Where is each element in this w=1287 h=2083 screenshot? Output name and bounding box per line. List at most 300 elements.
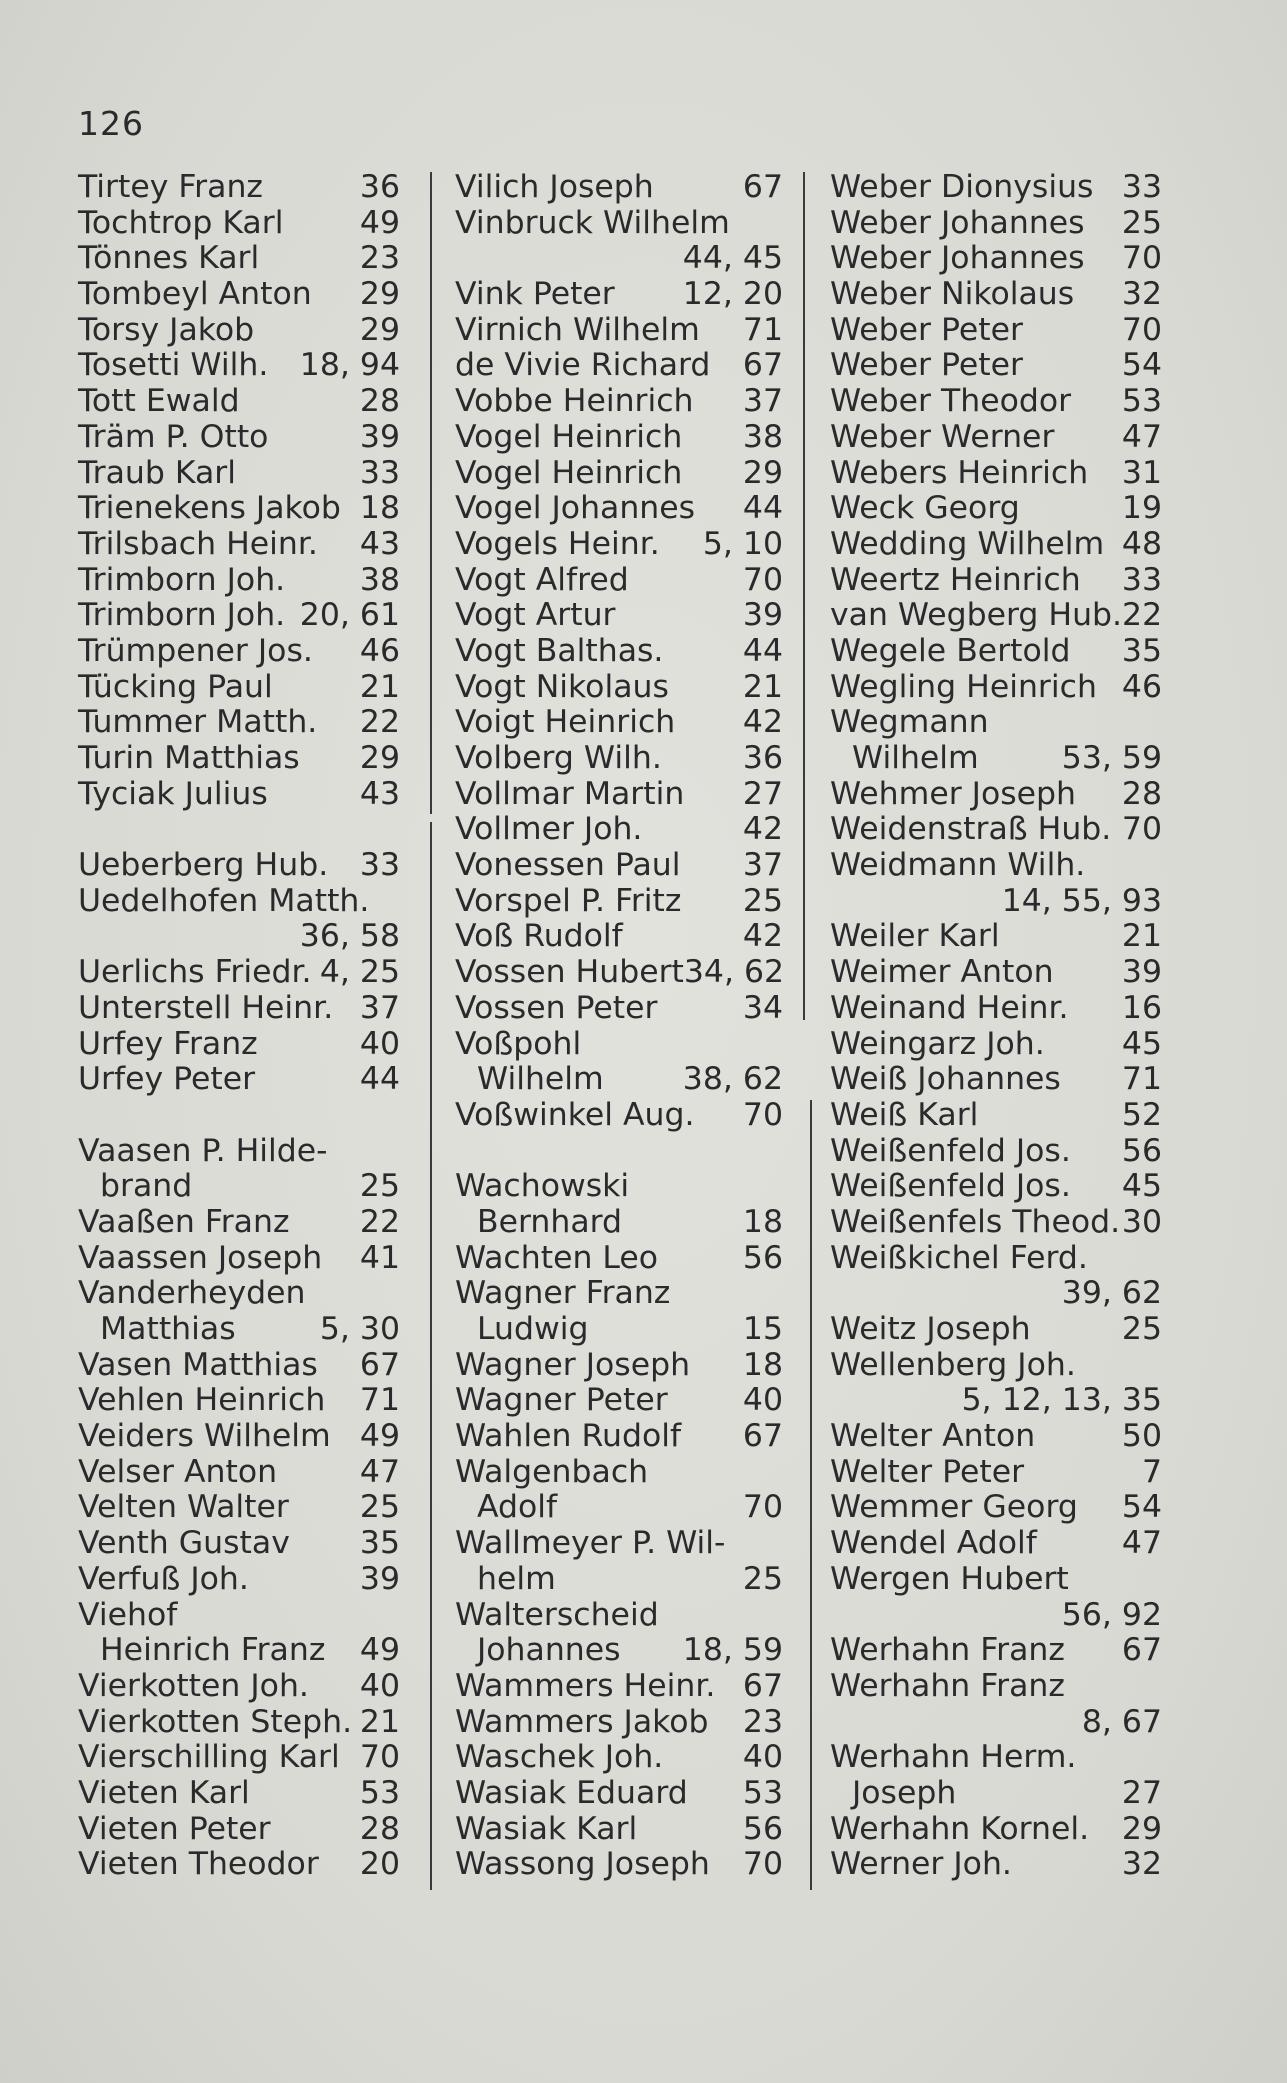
entry-pages: 44	[742, 490, 783, 527]
entry-name: Weinand Heinr.	[830, 989, 1069, 1026]
entry-name: Torsy Jakob	[78, 311, 255, 348]
index-entry	[830, 919, 1162, 955]
entry-name: van Wegberg Hub.	[830, 597, 1123, 634]
entry-name: brand	[100, 1168, 193, 1205]
index-entry	[78, 848, 400, 884]
entry-name: Viehof	[78, 1596, 178, 1633]
index-entry	[830, 1098, 1162, 1134]
entry-pages: 21	[1121, 918, 1162, 955]
entry-pages: 45	[1121, 1025, 1162, 1062]
index-entry	[78, 206, 400, 242]
entry-name: Johannes	[477, 1632, 621, 1669]
entry-name: Matthias	[100, 1311, 236, 1347]
entry-name: Vobbe Heinrich	[455, 383, 694, 420]
entry-name: Velten Walter	[78, 1489, 289, 1526]
index-entry	[830, 1419, 1162, 1455]
index-entry	[830, 777, 1162, 813]
entry-pages: 28	[1121, 775, 1162, 812]
entry-pages: 46	[1121, 668, 1162, 705]
index-entry	[78, 1312, 400, 1348]
entry-name: Vonessen Paul	[455, 847, 681, 884]
index-column-2	[455, 170, 783, 1883]
entry-name: Vaaßen Franz	[78, 1203, 290, 1240]
entry-name: Joseph	[852, 1774, 957, 1811]
entry-pages: 22	[359, 1203, 400, 1240]
entry-pages: 29	[359, 311, 400, 348]
index-entry	[455, 741, 783, 777]
entry-name: Weertz Heinrich	[830, 561, 1081, 598]
entry-pages: 67	[742, 169, 783, 205]
index-entry	[78, 1705, 400, 1741]
entry-name: Voßpohl	[455, 1025, 582, 1062]
index-entry	[830, 1027, 1162, 1063]
entry-pages: 53	[359, 1774, 400, 1811]
index-entry	[830, 1062, 1162, 1098]
entry-pages: 22	[1122, 597, 1163, 634]
entry-name: Wagner Peter	[455, 1382, 668, 1419]
index-entry	[78, 670, 400, 706]
index-entry	[455, 812, 783, 848]
index-entry	[455, 1348, 783, 1384]
index-entry	[455, 1169, 783, 1205]
entry-pages: 45	[1121, 1168, 1162, 1205]
entry-pages: 43	[359, 775, 400, 812]
index-entry	[830, 348, 1162, 384]
index-entry	[455, 1419, 783, 1455]
entry-pages: 70	[359, 1739, 400, 1776]
page-number: 126	[78, 104, 144, 143]
entry-pages: 33	[1121, 561, 1162, 598]
entry-name: Ludwig	[477, 1311, 589, 1347]
entry-pages: 5, 10	[702, 525, 783, 562]
entry-pages: 19	[1121, 490, 1162, 527]
index-entry	[830, 1669, 1162, 1705]
entry-name: Wegele Bertold	[830, 632, 1071, 669]
entry-name: Traub Karl	[78, 454, 236, 491]
index-entry	[455, 1740, 783, 1776]
index-entry	[78, 1812, 400, 1848]
entry-name: Wahlen Rudolf	[455, 1418, 682, 1455]
index-entry	[830, 170, 1162, 206]
index-entry	[830, 1169, 1162, 1205]
index-entry	[78, 991, 400, 1027]
index-entry	[78, 634, 400, 670]
entry-name: Tyciak Julius	[78, 775, 268, 812]
entry-pages: 49	[359, 1632, 400, 1669]
index-entry	[78, 1490, 400, 1526]
entry-name: Urfey Franz	[78, 1025, 258, 1062]
entry-pages: 67	[359, 1346, 400, 1383]
column-divider-2-lower	[810, 1100, 812, 1890]
entry-name: Ueberberg Hub.	[78, 847, 329, 884]
entry-name: Wellenberg Joh.	[830, 1346, 1076, 1383]
entry-pages: 43	[359, 525, 400, 562]
entry-name: Trimborn Joh.	[78, 597, 286, 634]
entry-name: Verfuß Joh.	[78, 1560, 249, 1597]
entry-pages: 56	[742, 1810, 783, 1847]
index-entry	[78, 1419, 400, 1455]
entry-pages: 25	[1121, 204, 1162, 241]
entry-name: Vieten Karl	[78, 1774, 250, 1811]
entry-pages: 14, 55, 93	[1001, 882, 1162, 919]
entry-name: Veiders Wilhelm	[78, 1418, 331, 1455]
index-entry	[830, 456, 1162, 492]
entry-name: Wachten Leo	[455, 1239, 659, 1276]
index-entry	[455, 884, 783, 920]
entry-pages: 4, 25	[319, 954, 400, 991]
index-entry	[455, 705, 783, 741]
index-entry	[455, 1027, 783, 1063]
entry-name: Wilhelm	[477, 1061, 604, 1098]
column-divider-1	[430, 172, 432, 814]
index-entry	[830, 491, 1162, 527]
entry-name: Walterscheid	[455, 1596, 659, 1633]
entry-name: Tücking Paul	[78, 668, 273, 705]
entry-name: Weber Johannes	[830, 240, 1085, 277]
index-entry	[455, 563, 783, 599]
index-entry	[830, 1847, 1162, 1883]
entry-name: Vossen Hubert	[455, 954, 684, 991]
entry-pages: 67	[742, 347, 783, 384]
index-entry	[830, 1312, 1162, 1348]
entry-pages: 71	[359, 1382, 400, 1419]
index-entry	[830, 1705, 1162, 1741]
entry-pages: 40	[359, 1667, 400, 1704]
index-entry	[78, 170, 400, 206]
section-gap	[78, 812, 400, 848]
index-entry	[78, 1383, 400, 1419]
index-entry	[830, 384, 1162, 420]
entry-name: Weck Georg	[830, 490, 1020, 527]
entry-pages: 70	[742, 1489, 783, 1526]
index-entry	[830, 1383, 1162, 1419]
entry-name: Vorspel P. Fritz	[455, 882, 682, 919]
entry-name: Virnich Wilhelm	[455, 311, 700, 348]
index-entry	[830, 848, 1162, 884]
index-entry	[455, 1562, 783, 1598]
index-entry	[455, 955, 783, 991]
index-entry	[455, 1062, 783, 1098]
entry-pages: 47	[1121, 1525, 1162, 1562]
entry-name: Wasiak Eduard	[455, 1774, 688, 1811]
entry-name: Weber Dionysius	[830, 169, 1094, 205]
index-entry	[78, 777, 400, 813]
entry-name: Wemmer Georg	[830, 1489, 1078, 1526]
index-entry	[455, 170, 783, 206]
entry-name: Weingarz Joh.	[830, 1025, 1045, 1062]
entry-pages: 52	[1121, 1096, 1162, 1133]
entry-pages: 48	[1121, 525, 1162, 562]
entry-name: Trilsbach Heinr.	[78, 525, 318, 562]
index-entry	[78, 884, 400, 920]
entry-pages: 25	[1121, 1311, 1162, 1347]
entry-pages: 54	[1121, 347, 1162, 384]
index-entry	[455, 348, 783, 384]
index-entry	[830, 598, 1162, 634]
index-entry	[455, 1276, 783, 1312]
index-entry	[830, 741, 1162, 777]
entry-pages: 39, 62	[1061, 1275, 1162, 1312]
entry-name: Weidenstraß Hub.	[830, 811, 1112, 848]
entry-name: Weißenfels Theod.	[830, 1203, 1121, 1240]
entry-name: Vierschilling Karl	[78, 1739, 340, 1776]
index-entry	[78, 1348, 400, 1384]
entry-pages: 23	[742, 1703, 783, 1740]
index-entry	[455, 241, 783, 277]
entry-name: Voß Rudolf	[455, 918, 623, 955]
entry-pages: 50	[1121, 1418, 1162, 1455]
index-entry	[455, 1705, 783, 1741]
index-entry	[830, 634, 1162, 670]
index-entry	[455, 1312, 783, 1348]
index-entry	[78, 491, 400, 527]
index-entry	[78, 919, 400, 955]
entry-name: Träm P. Otto	[78, 418, 269, 455]
entry-name: Wammers Heinr.	[455, 1667, 716, 1704]
index-entry	[455, 991, 783, 1027]
entry-pages: 18	[742, 1346, 783, 1383]
index-entry	[455, 206, 783, 242]
entry-pages: 7	[1141, 1453, 1162, 1490]
index-entry	[455, 277, 783, 313]
entry-name: Weißkichel Ferd.	[830, 1239, 1088, 1276]
entry-name: Weber Peter	[830, 311, 1023, 348]
index-entry	[455, 1812, 783, 1848]
entry-pages: 8, 67	[1081, 1703, 1162, 1740]
index-entry	[78, 1205, 400, 1241]
entry-name: Voßwinkel Aug.	[455, 1096, 695, 1133]
entry-pages: 56	[742, 1239, 783, 1276]
entry-pages: 30	[1121, 1203, 1162, 1240]
index-entry	[78, 1740, 400, 1776]
entry-name: Vanderheyden	[78, 1275, 306, 1312]
entry-pages: 28	[359, 1810, 400, 1847]
index-entry	[455, 1598, 783, 1634]
entry-name: Weidmann Wilh.	[830, 847, 1086, 884]
index-entry	[455, 919, 783, 955]
entry-pages: 18	[359, 490, 400, 527]
entry-pages: 53, 59	[1061, 740, 1162, 776]
entry-name: Wergen Hubert	[830, 1560, 1069, 1597]
entry-name: Wegling Heinrich	[830, 668, 1097, 705]
entry-pages: 28	[359, 383, 400, 420]
column-divider-2	[803, 172, 805, 1020]
index-entry	[830, 1633, 1162, 1669]
index-entry	[830, 206, 1162, 242]
entry-name: Tummer Matth.	[78, 704, 318, 741]
entry-name: Wendel Adolf	[830, 1525, 1037, 1562]
entry-pages: 49	[359, 1418, 400, 1455]
index-entry	[78, 1526, 400, 1562]
entry-name: Venth Gustav	[78, 1525, 290, 1562]
index-entry	[78, 420, 400, 456]
index-entry	[830, 1241, 1162, 1277]
entry-name: Velser Anton	[78, 1453, 278, 1490]
index-entry	[78, 1562, 400, 1598]
entry-name: Uedelhofen Matth.	[78, 882, 370, 919]
index-entry	[78, 348, 400, 384]
index-entry	[830, 1562, 1162, 1598]
entry-pages: 42	[742, 704, 783, 741]
entry-name: Weiler Karl	[830, 918, 1000, 955]
entry-pages: 44, 45	[682, 240, 783, 277]
entry-pages: 71	[742, 311, 783, 348]
entry-pages: 23	[359, 240, 400, 277]
entry-name: Unterstell Heinr.	[78, 989, 334, 1026]
entry-name: Welter Peter	[830, 1453, 1025, 1490]
entry-pages: 67	[1121, 1632, 1162, 1669]
entry-pages: 42	[742, 811, 783, 848]
index-entry	[455, 1455, 783, 1491]
index-entry	[830, 420, 1162, 456]
entry-name: Weißenfeld Jos.	[830, 1168, 1071, 1205]
index-entry	[78, 1276, 400, 1312]
entry-name: Werner Joh.	[830, 1846, 1012, 1883]
entry-pages: 33	[359, 454, 400, 491]
entry-name: Tosetti Wilh.	[78, 347, 269, 384]
entry-pages: 35	[359, 1525, 400, 1562]
index-entry	[830, 527, 1162, 563]
entry-pages: 39	[359, 418, 400, 455]
entry-name: Welter Anton	[830, 1418, 1036, 1455]
entry-pages: 18, 94	[299, 347, 400, 384]
index-entry	[78, 598, 400, 634]
index-entry	[455, 491, 783, 527]
entry-name: Webers Heinrich	[830, 454, 1089, 491]
index-entry	[455, 1205, 783, 1241]
entry-pages: 70	[1121, 311, 1162, 348]
entry-pages: 37	[742, 847, 783, 884]
entry-name: Vogel Johannes	[455, 490, 696, 527]
index-entry	[455, 1490, 783, 1526]
entry-name: Vilich Joseph	[455, 169, 654, 205]
index-entry	[830, 1598, 1162, 1634]
entry-name: Tirtey Franz	[78, 169, 263, 205]
index-entry	[455, 1098, 783, 1134]
index-entry	[830, 705, 1162, 741]
entry-name: Wassong Joseph	[455, 1846, 710, 1883]
index-entry	[455, 527, 783, 563]
entry-pages: 67	[742, 1667, 783, 1704]
entry-name: Vogt Balthas.	[455, 632, 664, 669]
index-entry	[78, 241, 400, 277]
entry-pages: 15	[742, 1311, 783, 1347]
entry-pages: 70	[1121, 811, 1162, 848]
index-entry	[455, 1776, 783, 1812]
index-entry	[830, 277, 1162, 313]
entry-name: Vogt Nikolaus	[455, 668, 669, 705]
entry-name: Wasiak Karl	[455, 1810, 638, 1847]
entry-pages: 42	[742, 918, 783, 955]
entry-pages: 21	[359, 1703, 400, 1740]
entry-name: Wegmann	[830, 704, 989, 741]
index-entry	[830, 1455, 1162, 1491]
index-entry	[78, 563, 400, 599]
index-entry	[830, 670, 1162, 706]
entry-name: Vollmar Martin	[455, 775, 685, 812]
index-entry	[78, 1633, 400, 1669]
entry-name: Wagner Joseph	[455, 1346, 691, 1383]
entry-pages: 38	[742, 418, 783, 455]
entry-pages: 39	[1121, 954, 1162, 991]
index-entry	[78, 955, 400, 991]
entry-pages: 33	[1121, 169, 1162, 205]
entry-name: Werhahn Kornel.	[830, 1810, 1090, 1847]
entry-name: Weber Nikolaus	[830, 276, 1075, 313]
index-entry	[78, 1669, 400, 1705]
index-entry	[78, 1241, 400, 1277]
index-entry	[830, 313, 1162, 349]
entry-pages: 67	[742, 1418, 783, 1455]
entry-pages: 18	[742, 1203, 783, 1240]
entry-pages: 33	[359, 847, 400, 884]
index-entry	[455, 848, 783, 884]
entry-pages: 29	[359, 740, 400, 776]
entry-pages: 38, 62	[682, 1061, 783, 1098]
entry-name: Trümpener Jos.	[78, 632, 313, 669]
index-entry	[455, 634, 783, 670]
entry-name: Vink Peter	[455, 276, 615, 313]
entry-name: Weitz Joseph	[830, 1311, 1031, 1347]
entry-name: Werhahn Herm.	[830, 1739, 1077, 1776]
index-entry	[830, 1740, 1162, 1776]
entry-name: Weber Theodor	[830, 383, 1072, 420]
entry-pages: 29	[359, 276, 400, 313]
entry-name: Tott Ewald	[78, 383, 240, 420]
index-entry	[455, 1669, 783, 1705]
entry-name: Vierkotten Steph.	[78, 1703, 353, 1740]
entry-name: Voigt Heinrich	[455, 704, 676, 741]
index-entry	[78, 1134, 400, 1170]
entry-pages: 34	[742, 989, 783, 1026]
entry-name: Weber Peter	[830, 347, 1023, 384]
entry-pages: 25	[742, 1560, 783, 1597]
index-entry	[78, 1455, 400, 1491]
entry-pages: 70	[742, 1846, 783, 1883]
entry-name: Trienekens Jakob	[78, 490, 341, 527]
entry-pages: 41	[359, 1239, 400, 1276]
entry-pages: 37	[742, 383, 783, 420]
index-entry	[830, 884, 1162, 920]
entry-name: Vossen Peter	[455, 989, 658, 1026]
entry-name: de Vivie Richard	[455, 347, 711, 384]
entry-pages: 40	[742, 1382, 783, 1419]
index-entry	[78, 313, 400, 349]
entry-name: Wilhelm	[852, 740, 979, 776]
entry-name: Vieten Peter	[78, 1810, 271, 1847]
entry-pages: 47	[1121, 418, 1162, 455]
index-entry	[830, 241, 1162, 277]
index-entry	[830, 955, 1162, 991]
index-entry	[455, 777, 783, 813]
entry-pages: 54	[1121, 1489, 1162, 1526]
entry-name: Vinbruck Wilhelm	[455, 204, 730, 241]
entry-name: Volberg Wilh.	[455, 740, 662, 776]
entry-pages: 49	[359, 204, 400, 241]
entry-name: Walgenbach	[455, 1453, 649, 1490]
index-entry	[78, 1027, 400, 1063]
entry-pages: 25	[359, 1168, 400, 1205]
entry-pages: 20	[359, 1846, 400, 1883]
index-entry	[78, 1776, 400, 1812]
entry-name: Tombeyl Anton	[78, 276, 312, 313]
entry-pages: 44	[742, 632, 783, 669]
entry-name: Wehmer Joseph	[830, 775, 1076, 812]
index-entry	[455, 313, 783, 349]
entry-pages: 16	[1121, 989, 1162, 1026]
index-entry	[455, 456, 783, 492]
entry-name: Werhahn Franz	[830, 1632, 1065, 1669]
